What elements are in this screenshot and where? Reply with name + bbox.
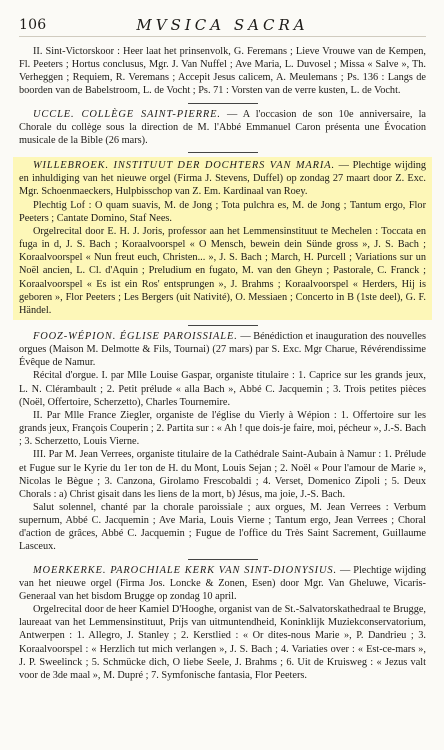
fooz-heading: FOOZ-WÉPION. ÉGLISE PAROISSIALE.	[33, 330, 238, 342]
fooz-part2: II. Par Mlle France Ziegler, organiste de l'église du Vierly à Wépion : 1. Offertoire sur les grands jeux, François Couperin ; 2. Partita sur : « Ah ! que dois-je faire, moi, pécheur », J.-S. Bach ; 3. Scherzetto, Louis Vierne.	[19, 409, 426, 448]
section-divider	[188, 103, 258, 104]
section-willebroek	[13, 157, 432, 320]
section-divider	[188, 559, 258, 560]
willebroek-intro: — Plechtige wijding en inhuldiging van het nieuwe orgel (Firma J. Stevens, Duffel) op zondag 27 maart door Z. Exc. Mgr. Schoenmaeckers, Hulpbisschop van Z. Em. Kardinaal van Roey.	[19, 160, 427, 198]
section-moerkerke	[19, 564, 426, 682]
moerkerke-intro: — Plechtige wijding van het nieuwe orgel (Firma Jos. Loncke & Zonen, Esen) door Mgr. Van Gheluwe, Vicaris-Generaal van het bisdom Brugge op zondag 10 april.	[19, 564, 427, 602]
page-number: 106	[19, 17, 47, 33]
fooz-salut: Salut solennel, chanté par la chorale paroissiale ; aux orgues, M. Jean Verrees : Verbum supernum, Abbé C. Jacquemin ; Ave Maria, Louis Vierne ; Tantum ergo, Jean Verrees ; Choral d'action de grâces, Abbé C. Jacquemin ; Fugue de l'office du Très Saint Sacrement, Guillaume Lasceux.	[19, 502, 426, 553]
moerkerke-heading: MOERKERKE. PAROCHIALE KERK VAN SINT-DIONYSIUS.	[33, 564, 337, 576]
uccle-heading: UCCLE. COLLÈGE SAINT-PIERRE.	[33, 108, 221, 120]
moerkerke-intro-paragraph	[19, 564, 426, 603]
section-divider	[188, 152, 258, 153]
running-title: MVSICA SACRA	[136, 16, 309, 34]
willebroek-recital: Orgelrecital door E. H. J. Joris, professor aan het Lemmensinstituut te Mechelen : Toccata en fuga in d, J. S. Bach ; Koraalvoorspel « O Mensch, bewein dein Sünde gross », J. S. Bach ; Koraalvoorspel « Nun freut euch, Christen... », J. S. Bach ; March, H. Purcell ; Variations sur un Noël ancien, L. Cl. d'Aquin ; Preludium en fugato, M. van den Gheyn ; Pastorale, C. Franck ; Koraalvoorspel « Es ist ein Ros' entsprungen », J. Brahms ; Koraalvoorspel « Herders, Hij is geboren », Flor Peeters ; Les Bergers (uit Nativité), O. Messiaen ; Concerto in B (1ste deel), G. F. Händel.	[19, 225, 426, 316]
willebroek-intro-paragraph	[19, 159, 426, 198]
uccle-text: — A l'occasion de son 10e anniversaire, la Chorale du collège sous la direction de M. l'Abbé Emmanuel Caron présenta une Évocation musicale de la Bible (26 mars).	[19, 108, 426, 146]
moerkerke-recital: Orgelrecital door de heer Kamiel D'Hooghe, organist van de St.-Salvatorskathedraal te Brugge, laureaat van het Lemmensinstituut, Prijs van uitmuntendheid, Koninklijk Muziekconservatorium, Antwerpen : 1. Allegro, J. Stanley ; 2. Kerstlied : « Or dites-nous Marie », P. Dandrieu ; 3. Koraalvoorspel : « Herzlich tut mich verlangen », J. S. Bach ; 4. Variaties over : « Est-ce-mars », J. P. Sweelinck ; 5. Schmücke dich, O liebe Seele, J. Brahms ; 6. Uit de Kruisweg : « Jezus valt voor de 3de maal », M. Dupré ; 7. Symfonische fantasia, Flor Peeters.	[19, 604, 426, 681]
fooz-intro-paragraph	[19, 330, 426, 369]
running-head	[19, 14, 426, 37]
willebroek-lof: Plechtig Lof : O quam suavis, M. de Jong ; Tota pulchra es, M. de Jong ; Tantum ergo, Flor Peeters ; Cantate Domino, Staf Nees.	[19, 199, 426, 224]
fooz-part3: III. Par M. Jean Verrees, organiste titulaire de la Cathédrale Saint-Aubain à Namur : 1. Prélude et Fugue sur le Kyrie du 1er ton de H. du Mont, Louis Sejan ; 2. Noël « Pour l'amour de Marie », Nicolas le Bègue ; 3. Canzona, Girolamo Frescobaldi ; 4. Verset, Domenico Zipoli ; 5. Deux Chorals : a) Christ gisait dans les liens de la mort, b) Jésus, ma joie, J.-S. Bach.	[19, 449, 426, 500]
fooz-recital: Récital d'orgue. I. par Mlle Louise Gaspar, organiste titulaire : 1. Caprice sur les grands jeux, L. N. Clérambault ; 2. Petit prélude « alla Bach », Abbé C. Jacquemin ; 3. Trois petites pièces (Noël, Offertoire, Scherzetto), Charles Tournemire.	[19, 370, 426, 408]
willebroek-heading: WILLEBROEK. INSTITUUT DER DOCHTERS VAN MARIA.	[33, 160, 336, 172]
section-divider	[188, 325, 258, 326]
section-fooz-wepion	[19, 330, 426, 554]
uccle-paragraph	[19, 108, 426, 147]
section-uccle	[19, 108, 426, 147]
section-sint-victorskoor	[19, 45, 426, 98]
fooz-intro: — Bénédiction et inauguration des nouvelles orgues (Maison M. Delmotte & Fils, Tournai) (27 mars) par S. Exc. Mgr Charue, Révérendissime Évêque de Namur.	[19, 330, 427, 369]
section-tail-text: II. Sint-Victorskoor : Heer laat het prinsenvolk, G. Feremans ; Lieve Vrouwe van de Kempen, Fl. Peeters ; Hortus conclusus, Mgr. J. Van Nuffel ; Ave Maria, L. Duvosel ; Missa « Salve », Th. Verheggen ; Requiem, R. Veremans ; Accepit Jesus calicem, A. Meulemans ; Ps. 136 : Langs de boorden van de Babelstroom, L. de Vocht ; Ps. 71 : Vorsten van de verre kusten, L. de Vocht.	[19, 46, 426, 97]
